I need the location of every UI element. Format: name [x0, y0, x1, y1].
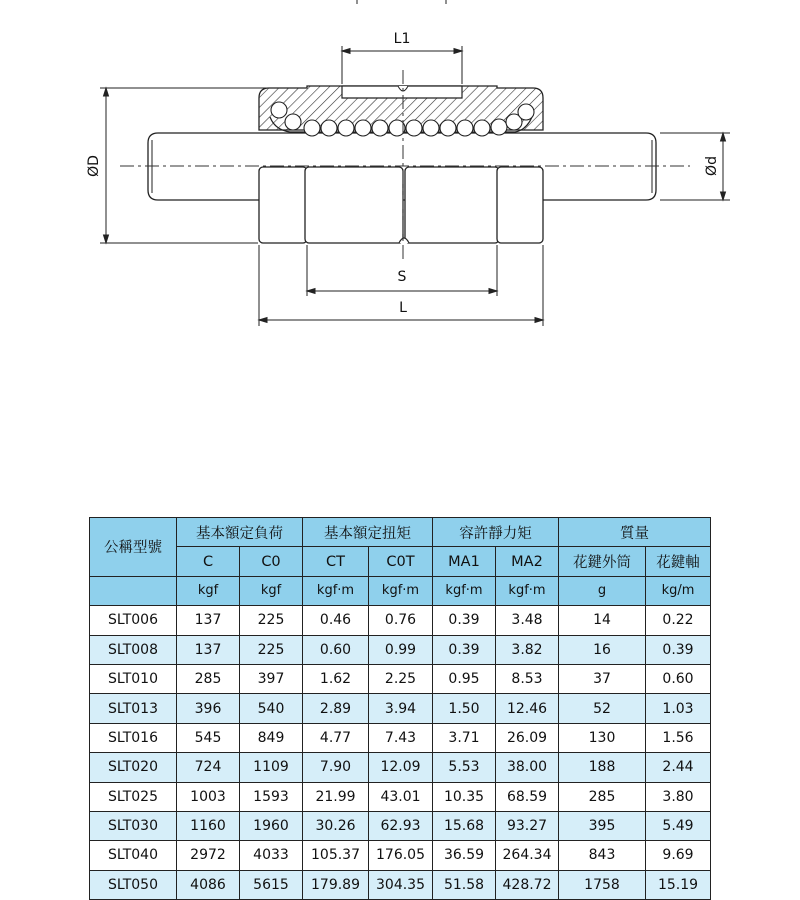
cell-value: 15.68: [433, 811, 496, 840]
cell-value: 15.19: [646, 870, 711, 899]
cell-value: 4086: [177, 870, 240, 899]
cell-value: 396: [177, 694, 240, 723]
cell-value: 0.22: [646, 606, 711, 635]
cell-value: 38.00: [496, 753, 559, 782]
cell-value: 395: [559, 811, 646, 840]
cell-value: 1160: [177, 811, 240, 840]
cell-value: 225: [240, 635, 303, 664]
header-unit: kgf: [177, 576, 240, 605]
table-body: [90, 606, 711, 900]
header-col: C: [177, 547, 240, 576]
cell-value: 51.58: [433, 870, 496, 899]
cell-value: 130: [559, 723, 646, 752]
cell-value: 7.90: [303, 753, 369, 782]
cell-value: 3.94: [369, 694, 433, 723]
cell-model: SLT020: [90, 753, 177, 782]
cell-value: 225: [240, 606, 303, 635]
cell-value: 9.69: [646, 841, 711, 870]
cell-value: 3.82: [496, 635, 559, 664]
cell-value: 0.46: [303, 606, 369, 635]
label-l: L: [399, 300, 407, 316]
cell-value: 0.95: [433, 664, 496, 693]
top-edge-marks: [357, 0, 446, 4]
cell-value: 540: [240, 694, 303, 723]
header-row-units: [90, 576, 711, 605]
cell-value: 304.35: [369, 870, 433, 899]
table-row: [90, 753, 711, 782]
cell-value: 93.27: [496, 811, 559, 840]
dim-l1: [342, 46, 462, 84]
cell-model: SLT050: [90, 870, 177, 899]
label-outer-diameter: ØD: [86, 155, 102, 177]
ball-spline-section-drawing: [0, 0, 800, 340]
spec-table: [89, 517, 711, 900]
cell-value: 285: [559, 782, 646, 811]
header-col: MA2: [496, 547, 559, 576]
cell-value: 2972: [177, 841, 240, 870]
cell-model: SLT013: [90, 694, 177, 723]
cell-model: SLT006: [90, 606, 177, 635]
cell-value: 36.59: [433, 841, 496, 870]
cell-value: 62.93: [369, 811, 433, 840]
cell-value: 8.53: [496, 664, 559, 693]
cell-value: 68.59: [496, 782, 559, 811]
cell-value: 724: [177, 753, 240, 782]
cell-value: 52: [559, 694, 646, 723]
header-unit-blank: [90, 576, 177, 605]
header-group-torque: 基本額定扭矩: [303, 518, 433, 547]
header-col: MA1: [433, 547, 496, 576]
cell-value: 3.80: [646, 782, 711, 811]
header-group-moment: 容許靜力矩: [433, 518, 559, 547]
header-col: C0: [240, 547, 303, 576]
cell-model: SLT025: [90, 782, 177, 811]
cell-value: 0.60: [646, 664, 711, 693]
cell-value: 16: [559, 635, 646, 664]
label-s: S: [397, 269, 407, 285]
cell-value: 176.05: [369, 841, 433, 870]
cell-value: 105.37: [303, 841, 369, 870]
header-unit: kg/m: [646, 576, 711, 605]
sleeve-lower-half: [259, 167, 543, 243]
table-row: [90, 811, 711, 840]
cell-value: 0.39: [433, 635, 496, 664]
header-unit: kgf·m: [496, 576, 559, 605]
cell-value: 26.09: [496, 723, 559, 752]
cell-model: SLT010: [90, 664, 177, 693]
header-col: 花鍵外筒: [559, 547, 646, 576]
cell-value: 43.01: [369, 782, 433, 811]
cell-value: 137: [177, 635, 240, 664]
cell-value: 0.39: [646, 635, 711, 664]
table-row: [90, 841, 711, 870]
table-row: [90, 782, 711, 811]
cell-value: 2.25: [369, 664, 433, 693]
table-row: [90, 723, 711, 752]
cell-model: SLT008: [90, 635, 177, 664]
table-row: [90, 694, 711, 723]
cell-value: 1.50: [433, 694, 496, 723]
cell-value: 1.56: [646, 723, 711, 752]
cell-model: SLT030: [90, 811, 177, 840]
cell-value: 5615: [240, 870, 303, 899]
cell-value: 843: [559, 841, 646, 870]
cell-value: 2.44: [646, 753, 711, 782]
cell-value: 0.39: [433, 606, 496, 635]
header-unit: kgf·m: [433, 576, 496, 605]
header-col: C0T: [369, 547, 433, 576]
header-row-cols: [90, 547, 711, 576]
header-unit: g: [559, 576, 646, 605]
header-col: CT: [303, 547, 369, 576]
cell-value: 2.89: [303, 694, 369, 723]
header-unit: kgf·m: [369, 576, 433, 605]
cell-value: 37: [559, 664, 646, 693]
label-shaft-diameter: Ød: [704, 156, 720, 176]
cell-value: 0.99: [369, 635, 433, 664]
cell-value: 7.43: [369, 723, 433, 752]
table-row: [90, 664, 711, 693]
cell-value: 188: [559, 753, 646, 782]
table-row: [90, 606, 711, 635]
cell-value: 1960: [240, 811, 303, 840]
header-row-groups: [90, 518, 711, 547]
table-row: [90, 635, 711, 664]
header-unit: kgf: [240, 576, 303, 605]
cell-value: 3.71: [433, 723, 496, 752]
cell-value: 12.09: [369, 753, 433, 782]
cell-value: 4.77: [303, 723, 369, 752]
cell-value: 264.34: [496, 841, 559, 870]
cell-value: 1593: [240, 782, 303, 811]
header-group-mass: 質量: [559, 518, 711, 547]
cell-value: 285: [177, 664, 240, 693]
cell-value: 1.62: [303, 664, 369, 693]
cell-value: 5.53: [433, 753, 496, 782]
cell-value: 849: [240, 723, 303, 752]
cell-model: SLT016: [90, 723, 177, 752]
cell-value: 12.46: [496, 694, 559, 723]
cell-value: 428.72: [496, 870, 559, 899]
header-unit: kgf·m: [303, 576, 369, 605]
cell-value: 4033: [240, 841, 303, 870]
cell-value: 14: [559, 606, 646, 635]
cell-value: 179.89: [303, 870, 369, 899]
cell-value: 1003: [177, 782, 240, 811]
header-model: 公稱型號: [90, 518, 177, 577]
cell-value: 3.48: [496, 606, 559, 635]
cell-value: 137: [177, 606, 240, 635]
cell-value: 1758: [559, 870, 646, 899]
cell-value: 545: [177, 723, 240, 752]
cell-value: 10.35: [433, 782, 496, 811]
cell-value: 30.26: [303, 811, 369, 840]
cell-value: 0.60: [303, 635, 369, 664]
cell-value: 5.49: [646, 811, 711, 840]
header-col: 花鍵軸: [646, 547, 711, 576]
cell-value: 1109: [240, 753, 303, 782]
header-group-load: 基本額定負荷: [177, 518, 303, 547]
table-row: [90, 870, 711, 899]
cell-value: 1.03: [646, 694, 711, 723]
cell-value: 0.76: [369, 606, 433, 635]
label-l1: L1: [393, 31, 411, 47]
cell-model: SLT040: [90, 841, 177, 870]
cell-value: 21.99: [303, 782, 369, 811]
cell-value: 397: [240, 664, 303, 693]
